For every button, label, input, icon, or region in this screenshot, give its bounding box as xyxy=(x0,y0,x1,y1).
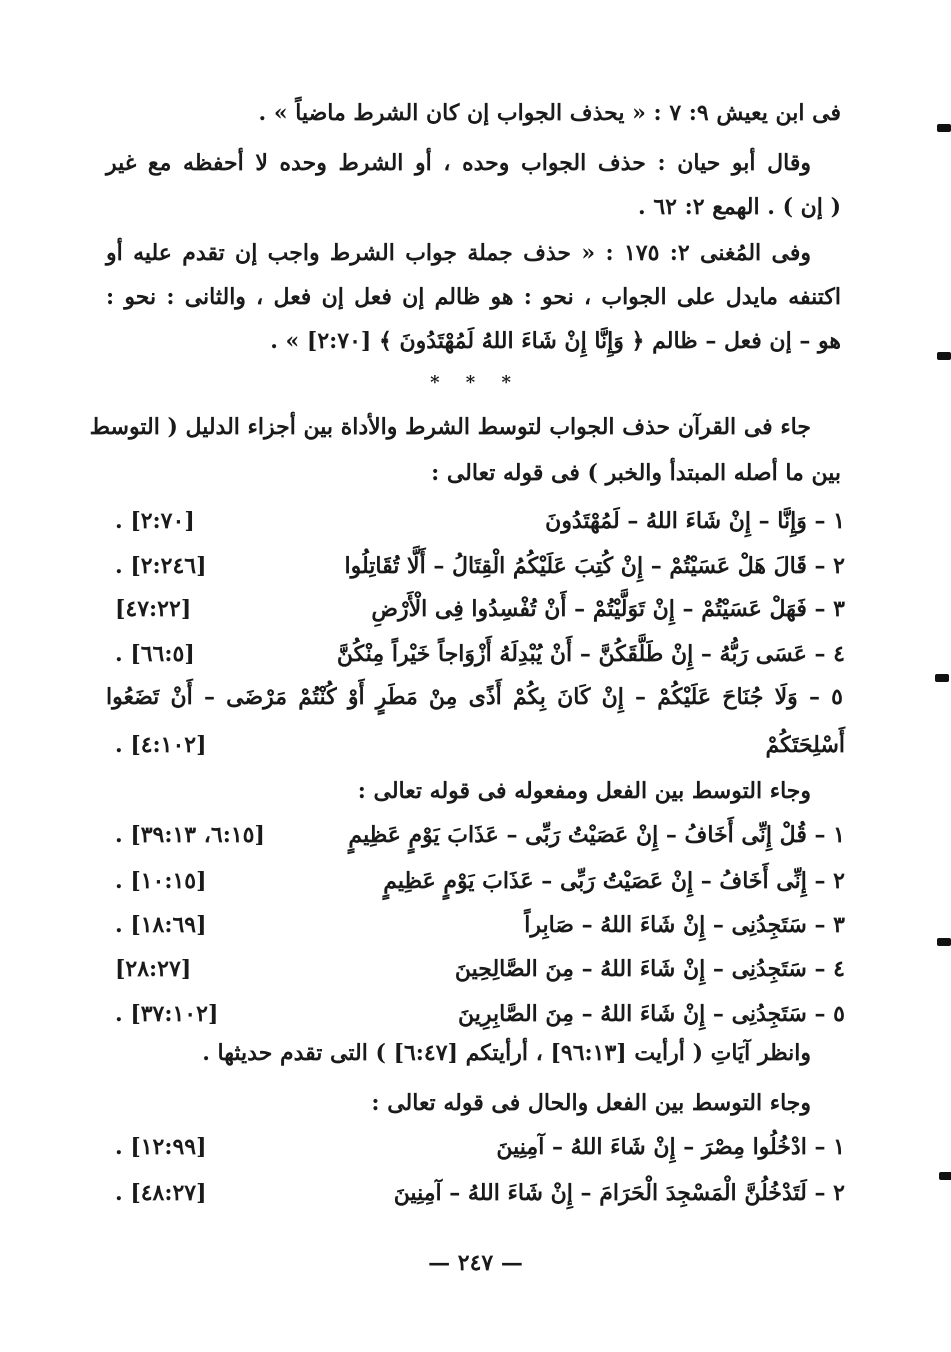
verse-line xyxy=(115,637,845,671)
verse-text: ١ – ادْخُلُوا مِصْرَ – إِنْ شَاءَ اللهُ – آمِنِينَ xyxy=(496,1134,845,1160)
verse-text: ٥ – سَتَجِدُنِى – إِنْ شَاءَ اللهُ – مِنَ الصَّابِرِينَ xyxy=(458,1001,845,1027)
verse-text: ٢ – إِنِّى أَخَافُ – إِنْ عَصَيْتُ رَبِّى – عَذَابَ يَوْمٍ عَظِيمٍ xyxy=(383,868,845,894)
verse-text: أَسْلِحَتَكُمْ xyxy=(765,732,845,758)
verse-reference: [٦:١٥، ٣٩:١٣] . xyxy=(115,822,265,848)
verse-reference: [٦٦:٥] . xyxy=(115,641,195,667)
verse-reference: [٤٨:٢٧] . xyxy=(115,1180,207,1206)
text-line: بين ما أصله المبتدأ والخبر ) فى قوله تعالى : xyxy=(431,460,841,486)
verse-text: ٤ – سَتَجِدُنِى – إِنْ شَاءَ اللهُ – مِنَ الصَّالِحِينَ xyxy=(454,956,845,982)
verse-text: ٣ – سَتَجِدُنِى – إِنْ شَاءَ اللهُ – صَابِراً xyxy=(524,912,845,938)
text-line: وجاء التوسط بين الفعل ومفعوله فى قوله تعالى : xyxy=(357,778,811,804)
text-line: وانظر آيَاتِ ( أرأيت [٩٦:١٣] ، أرأيتكم [٦:٤٧] ) التى تقدم حديثها . xyxy=(202,1040,811,1066)
scan-edge-mark xyxy=(935,674,949,682)
verse-line xyxy=(115,908,845,942)
verse-line xyxy=(115,728,845,762)
verse-text: ١ – وَإِنَّا – إِنْ شَاءَ اللهُ – لَمُهْتَدُونَ xyxy=(545,508,845,534)
text-line: فى ابن يعيش ٩: ٧ : « يحذف الجواب إن كان الشرط ماضياً » . xyxy=(258,100,841,126)
text-line: وجاء التوسط بين الفعل والحال فى قوله تعالى : xyxy=(371,1090,811,1116)
verse-reference: [٤٧:٢٢] xyxy=(115,596,192,622)
verse-text: ٢ – لَتَدْخُلُنَّ الْمَسْجِدَ الْحَرَامَ – إِنْ شَاءَ اللهُ – آمِنِينَ xyxy=(393,1180,845,1206)
verse-line xyxy=(115,592,845,626)
page-number: — ٢٤٧ — xyxy=(428,1250,523,1276)
verse-line xyxy=(115,504,845,538)
section-divider: * * * xyxy=(430,372,521,393)
verse-line xyxy=(115,997,845,1031)
verse-text: ٢ – قَالَ هَلْ عَسَيْتُمْ – إِنْ كُتِبَ عَلَيْكُمُ الْقِتَالُ – أَلَّا تُقَاتِلُوا xyxy=(344,553,845,579)
text-line: اكتنفه مايدل على الجواب ، نحو : هو ظالم إن فعل إن فعل ، والثانى : نحو : xyxy=(106,284,841,310)
verse-reference: [٢:٢٤٦] . xyxy=(115,553,207,579)
scan-edge-mark xyxy=(937,938,951,946)
scan-edge-mark xyxy=(937,352,951,360)
verse-line xyxy=(115,1176,845,1210)
verse-line xyxy=(115,952,845,986)
verse-reference: [٢٨:٢٧] xyxy=(115,956,192,982)
text-line: هو – إن فعل – ظالم ﴿ وَإِنَّا إِنْ شَاءَ اللهُ لَمُهْتَدُونَ ﴾ [٢:٧٠] » . xyxy=(270,328,841,354)
verse-text: ١ – قُلْ إِنِّى أَخَافُ – إِنْ عَصَيْتُ رَبِّى – عَذَابَ يَوْمٍ عَظِيمٍ xyxy=(348,822,845,848)
verse-reference: [١٠:١٥] . xyxy=(115,868,207,894)
verse-reference: [٣٧:١٠٢] . xyxy=(115,1001,219,1027)
text-line: وقال أبو حيان : حذف الجواب وحده ، أو الشرط وحده لا أحفظه مع غير xyxy=(106,150,811,176)
text-line: جاء فى القرآن حذف الجواب لتوسط الشرط والأداة بين أجزاء الدليل ( التوسط xyxy=(89,414,811,440)
verse-text: ٤ – عَسَى رَبُّهُ – إِنْ طَلَّقَكُنَّ – أَنْ يُبْدِلَهُ أَزْوَاجاً خَيْراً مِنْكُنَّ xyxy=(336,641,845,667)
text-line: وفى المُغنى ٢: ١٧٥ : « حذف جملة جواب الشرط واجب إن تقدم عليه أو xyxy=(106,240,811,266)
text-line: ٥ – وَلَا جُنَاحَ عَلَيْكُمْ – إِنْ كَانَ بِكُمْ أَذًى مِنْ مَطَرٍ أَوْ كُنْتُمْ مَرْضَى – أَنْ تَضَعُوا xyxy=(106,684,843,710)
text-line: ( إن ) . الهمع ٢: ٦٢ . xyxy=(637,194,841,220)
scan-edge-mark xyxy=(939,1172,951,1180)
verse-line xyxy=(115,864,845,898)
verse-reference: [١٢:٩٩] . xyxy=(115,1134,207,1160)
verse-reference: [٢:٧٠] . xyxy=(115,508,195,534)
verse-line xyxy=(115,1130,845,1164)
scan-edge-mark xyxy=(937,124,951,132)
verse-line xyxy=(115,549,845,583)
verse-text: ٣ – فَهَلْ عَسَيْتُمْ – إِنْ تَوَلَّيْتُمْ – أَنْ تُفْسِدُوا فِى الْأَرْضِ xyxy=(371,596,845,622)
verse-reference: [٤:١٠٢] . xyxy=(115,732,207,758)
verse-reference: [١٨:٦٩] . xyxy=(115,912,207,938)
verse-line xyxy=(115,818,845,852)
